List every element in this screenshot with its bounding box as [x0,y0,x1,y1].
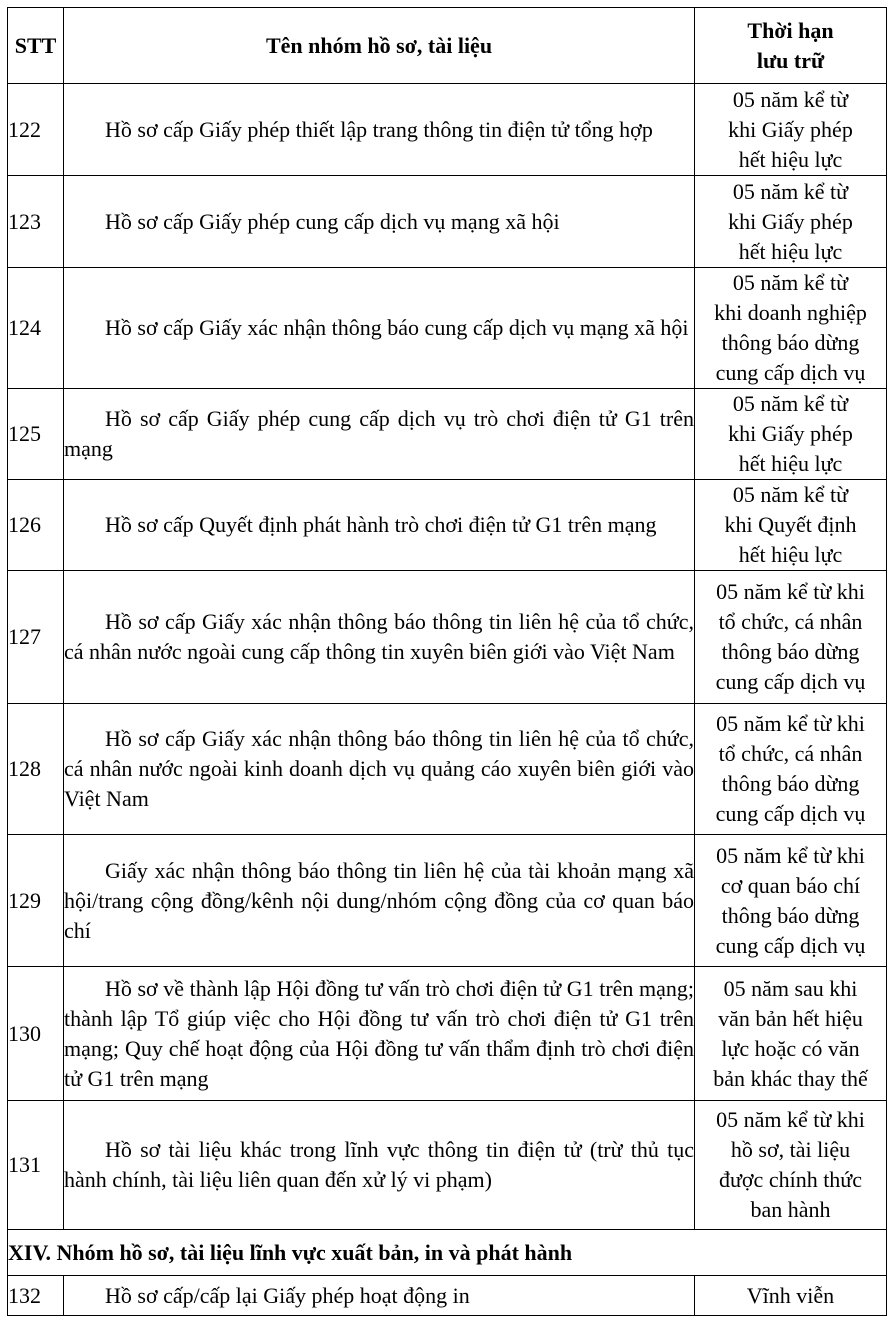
row-stt: 131 [8,1101,64,1230]
row-name [64,835,695,967]
row-retention [695,268,887,389]
row-stt: 128 [8,704,64,835]
table-row [8,1276,887,1316]
retention-line: 05 năm kể từ [732,482,849,507]
row-name-text: Hồ sơ tài liệu khác trong lĩnh vực thông tin điện tử (trừ thủ tục hành chính, tài liệu liên quan đến xử lý vi phạm) [64,1137,694,1192]
row-retention [695,176,887,268]
row-name-text: Hồ sơ cấp Giấy phép cung cấp dịch vụ mạng xã hội [105,208,560,234]
retention-line: ban hành [750,1197,831,1222]
row-retention [695,835,887,967]
row-name [64,1276,695,1316]
header-time-line: Thời hạn [747,17,834,43]
retention-line: khi Giấy phép [728,421,853,446]
row-stt: 129 [8,835,64,967]
retention-line: hết hiệu lực [738,542,843,567]
header-time-line: lưu trữ [756,47,825,73]
row-stt: 125 [8,389,64,480]
row-name [64,389,695,480]
header-time [695,8,887,84]
row-stt: 124 [8,268,64,389]
table-row [8,571,887,704]
row-name-text: Hồ sơ cấp Quyết định phát hành trò chơi điện tử G1 trên mạng [105,512,657,537]
row-name-text: Hồ sơ cấp/cấp lại Giấy phép hoạt động in [105,1282,470,1308]
row-name-text: Giấy xác nhận thông báo thông tin liên hệ của tài khoản mạng xã hội/trang cộng đồng/kênh nội dung/nhóm cộng đồng của cơ quan báo chí [64,857,694,943]
section-title: XIV. Nhóm hồ sơ, tài liệu lĩnh vực xuất bản, in và phát hành [8,1230,887,1276]
retention-line: thông báo dừng [721,330,860,355]
header-name: Tên nhóm hồ sơ, tài liệu [64,8,695,84]
table-header-row [8,8,887,84]
row-retention [695,389,887,480]
retention-line: cung cấp dịch vụ [715,801,866,826]
row-name [64,176,695,268]
row-name-text: Hồ sơ về thành lập Hội đồng tư vấn trò chơi điện tử G1 trên mạng; thành lập Tổ giúp việc cho Hội đồng tư vấn trò chơi điện tử G1 trên mạng; Quy chế hoạt động của Hội đồng tư vấn thẩm định trò chơi điện tử G1 trên mạng [64,975,694,1091]
row-name [64,704,695,835]
retention-line: thông báo dừng [721,771,860,796]
retention-line: khi Giấy phép [728,116,853,142]
table-row [8,389,887,480]
row-name-text: Hồ sơ cấp Giấy phép thiết lập trang thông tin điện tử tổng hợp [105,116,653,142]
row-retention [695,84,887,176]
retention-line: 05 năm kể từ khi [716,711,865,736]
retention-line: thông báo dừng [721,902,860,928]
header-stt: STT [8,8,64,84]
retention-line: 05 năm kể từ [732,391,849,416]
retention-line: cung cấp dịch vụ [715,360,866,385]
row-stt: 130 [8,967,64,1101]
row-name [64,571,695,704]
retention-line: 05 năm kể từ [732,270,849,295]
table-row [8,84,887,176]
retention-line: 05 năm kể từ khi [716,1107,865,1132]
row-stt: 127 [8,571,64,704]
row-retention [695,571,887,704]
retention-line: khi Giấy phép [728,208,853,234]
row-stt: 122 [8,84,64,176]
row-retention [695,480,887,571]
row-name [64,1101,695,1230]
retention-line: hồ sơ, tài liệu [730,1137,851,1162]
row-name-text: Hồ sơ cấp Giấy xác nhận thông báo cung cấp dịch vụ mạng xã hội [105,315,689,340]
retention-line: cung cấp dịch vụ [715,669,866,694]
retention-line: lực hoặc có văn [721,1035,860,1061]
retention-line: bản khác thay thế [713,1065,868,1091]
table-row [8,967,887,1101]
retention-line: hết hiệu lực [738,451,843,476]
row-stt: 126 [8,480,64,571]
retention-line: 05 năm kể từ [732,178,849,204]
retention-line: được chính thức [719,1167,862,1192]
retention-line: cung cấp dịch vụ [715,932,866,958]
row-retention: Vĩnh viễn [695,1276,887,1316]
table-row [8,176,887,268]
row-name [64,967,695,1101]
retention-line: khi Quyết định [724,512,857,537]
retention-line: hết hiệu lực [738,146,843,172]
table-row [8,704,887,835]
row-name [64,480,695,571]
row-name [64,84,695,176]
row-name-text: Hồ sơ cấp Giấy xác nhận thông báo thông tin liên hệ của tổ chức, cá nhân nước ngoài kinh doanh dịch vụ quảng cáo xuyên biên giới vào Việt Nam [64,726,694,811]
retention-line: tổ chức, cá nhân [718,741,863,766]
retention-line: văn bản hết hiệu [718,1005,863,1031]
row-name-text: Hồ sơ cấp Giấy phép cung cấp dịch vụ trò chơi điện tử G1 trên mạng [64,406,694,461]
row-retention [695,967,887,1101]
row-name [64,268,695,389]
retention-table [7,7,887,1316]
table-row [8,480,887,571]
retention-line: cơ quan báo chí [720,872,861,898]
retention-line: tổ chức, cá nhân [718,609,863,634]
retention-line: khi doanh nghiệp [714,300,867,325]
table-row [8,268,887,389]
retention-line: thông báo dừng [721,639,860,664]
row-retention [695,1101,887,1230]
retention-line: 05 năm sau khi [723,975,858,1001]
row-retention [695,704,887,835]
retention-line: 05 năm kể từ khi [716,579,865,604]
table-row [8,835,887,967]
section-row [8,1230,887,1276]
retention-line: 05 năm kể từ khi [716,842,865,868]
retention-line: hết hiệu lực [738,238,843,264]
row-stt: 123 [8,176,64,268]
table-row [8,1101,887,1230]
row-stt: 132 [8,1276,64,1316]
row-name-text: Hồ sơ cấp Giấy xác nhận thông báo thông tin liên hệ của tổ chức, cá nhân nước ngoài cung cấp thông tin xuyên biên giới vào Việt Nam [64,609,694,664]
retention-line: 05 năm kể từ [732,86,849,112]
